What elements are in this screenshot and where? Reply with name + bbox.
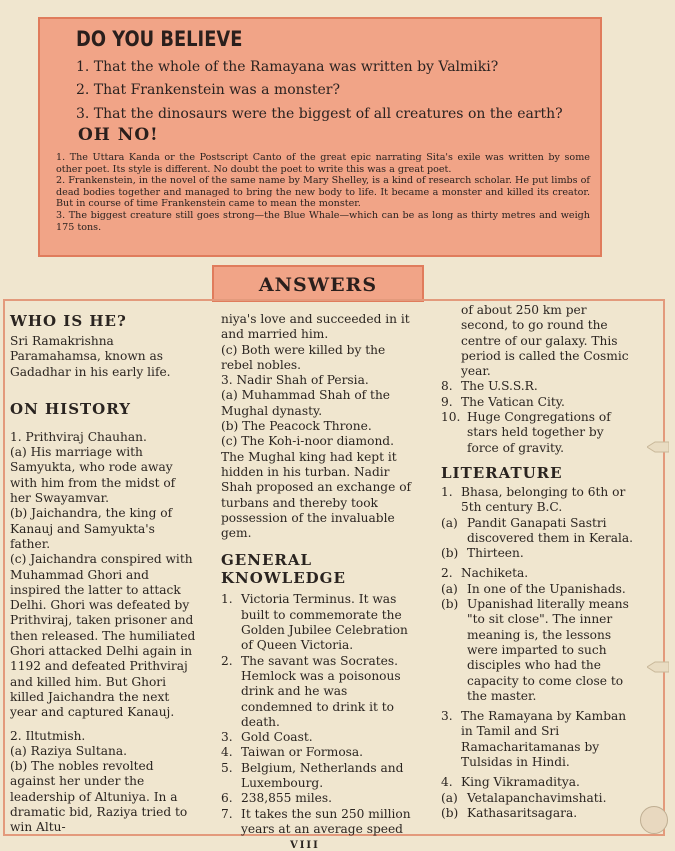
page-tab-icon [647, 660, 669, 674]
list-item: 8. The U.S.S.R. [441, 379, 538, 394]
history-item: (a) Muhammad Shah of the Mughal dynasty. [221, 388, 391, 418]
list-item: 2. Nachiketa. [441, 566, 529, 581]
list-item: 1. Bhasa, belonging to 6th or 5th century B.C. [441, 484, 626, 515]
do-you-believe-box [38, 17, 602, 257]
literature-list [441, 485, 635, 821]
question-3: 3. That the dinosaurs were the biggest of all creatures on the earth? [76, 106, 563, 122]
list-item: (a) In one of the Upanishads. [441, 581, 626, 596]
history-item: (c) The Koh-i-noor diamond. The Mughal king had kept it hidden in his turban. Nadir Shah proposed an exchange of turbans and thereby took possession of the invaluable gem. [221, 434, 412, 541]
do-you-believe-title: DO YOU BELIEVE [76, 27, 243, 51]
history-item: 2. Iltutmish. [10, 728, 86, 743]
on-history-heading: ON HISTORY [10, 399, 131, 418]
who-is-he-heading: WHO IS HE? [10, 312, 127, 330]
list-item: (b) Upanishad literally means "to sit close". The inner meaning is, the lessons were imparted to such disciples who had the capacity to come close to the master. [441, 597, 629, 703]
history-item: (a) Raziya Sultana. [10, 743, 127, 758]
list-item: 3. The Ramayana by Kamban in Tamil and Sri Ramacharitamanas by Tulsidas in Hindi. [441, 709, 627, 770]
list-item: 9. The Vatican City. [441, 394, 565, 409]
list-item: 3. Gold Coast. [221, 730, 313, 745]
list-item: 4. King Vikramaditya. [441, 775, 580, 790]
who-is-he-text: Sri Ramakrishna Paramahamsa, known as Gadadhar in his early life. [10, 334, 171, 379]
general-knowledge-list [221, 592, 415, 837]
question-2: 2. That Frankenstein was a monster? [76, 82, 340, 98]
page-number: VIII [290, 840, 320, 851]
history-item: 1. Prithviraj Chauhan. [10, 429, 147, 444]
oh-no-answer-3: 3. The biggest creature still goes strong—the Blue Whale—which can be as long as thirty metres and weigh 175 tons. [56, 209, 590, 233]
history-item: (b) The Peacock Throne. [221, 419, 372, 434]
list-item: 5. Belgium, Netherlands and Luxembourg. [221, 760, 404, 791]
list-item: (b) Kathasaritsagara. [441, 805, 578, 820]
list-item: (a) Vetalapanchavimshati. [441, 790, 607, 805]
general-knowledge-heading-line-2: KNOWLEDGE [221, 569, 346, 588]
history-item: 3. Nadir Shah of Persia. [221, 373, 369, 388]
history-item: niya's love and succeeded in it and married him. [221, 312, 410, 342]
history-item: (b) The nobles revolted against her under the leadership of Altuniya. In a dramatic bid, Raziya tried to win Altu- [10, 759, 188, 835]
answers-column-3 [441, 303, 635, 821]
answers-heading: ANSWERS [258, 274, 378, 296]
answers-column-2 [221, 312, 415, 837]
literature-heading: LITERATURE [441, 463, 563, 482]
oh-no-answers [56, 152, 590, 233]
list-item: 6. 238,855 miles. [221, 791, 332, 806]
list-item: (a) Pandit Ganapati Sastri discovered them in Kerala. [441, 515, 634, 545]
answers-column-1 [10, 312, 196, 836]
list-item: 4. Taiwan or Formosa. [221, 745, 364, 760]
list-item: (b) Thirteen. [441, 546, 524, 561]
page-tab-icon [647, 440, 669, 454]
history-item: (a) His marriage with Samyukta, who rode away with him from the midst of her Swayamvar. [10, 445, 176, 506]
archive-stamp-icon [640, 806, 668, 834]
history-item: (c) Jaichandra conspired with Muhammad Ghori and inspired the latter to attack Delhi. Ghori was defeated by Prithviraj, taken prisoner and then released. The humiliated Ghori attacked Delhi again in 1192 and defeated Prithviraj and killed him. But Ghori killed Jaichandra the next year and captured Kanauj. [10, 552, 196, 720]
question-1: 1. That the whole of the Ramayana was written by Valmiki? [76, 59, 499, 75]
list-item: 7. It takes the sun 250 million years at an average speed [221, 806, 411, 836]
oh-no-answer-2: 2. Frankenstein, in the novel of the same name by Mary Shelley, is a kind of research scholar. He put limbs of dead bodies together and managed to bring the new body to life. It became a monster and killed its creator. But in course of time Frankenstein came to mean the monster. [56, 175, 590, 210]
oh-no-heading: OH NO! [78, 125, 159, 145]
list-item: 10. Huge Congregations of stars held together by force of gravity. [441, 410, 611, 455]
answers-tab [212, 265, 424, 302]
history-item: (b) Jaichandra, the king of Kanauj and Samyukta's father. [10, 506, 173, 551]
history-item: (c) Both were killed by the rebel nobles. [221, 342, 386, 372]
general-knowledge-heading-line-1: GENERAL [221, 551, 313, 570]
list-item: 2. The savant was Socrates. Hemlock was a poisonous drink and he was condemned to drink it to death. [221, 653, 401, 729]
list-item: 1. Victoria Terminus. It was built to commemorate the Golden Jubilee Celebration of Queen Victoria. [221, 592, 408, 653]
oh-no-answer-1: 1. The Uttara Kanda or the Postscript Canto of the great epic narrating Sita's exile was written by some other poet. Its style is different. No doubt the poet to write this was a great poet. [56, 152, 590, 175]
general-knowledge-continued: of about 250 km per second, to go round the centre of our galaxy. This period is called the Cosmic year. [461, 303, 629, 379]
